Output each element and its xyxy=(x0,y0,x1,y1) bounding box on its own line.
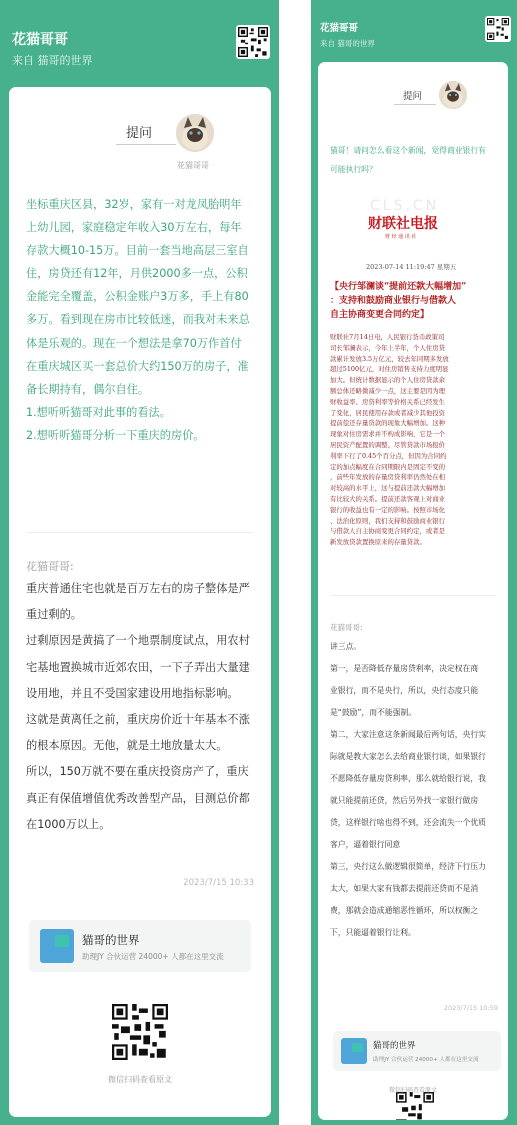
question-line: 坐标重庆区县，32岁，家有一对龙凤胎明年 xyxy=(26,198,242,211)
question-line: 2.想听听猫哥分析一下重庆的房价。 xyxy=(26,428,205,442)
post-date: 2023/7/15 10:33 xyxy=(183,878,254,888)
answer-line: 在1000万以上。 xyxy=(26,817,111,831)
news-headline: 【央行邹澜谈“提前还款大幅增加” ：支持和鼓励商业银行与借款人 自主协商变更合同约定】 xyxy=(330,282,467,320)
question-divider xyxy=(394,104,436,105)
news-body-line: 额总体还略微减少一点，这主要是因为理 xyxy=(330,386,446,395)
planet-promo-card[interactable] xyxy=(333,1031,501,1071)
right-screenshot-panel xyxy=(311,0,517,1125)
qa-divider xyxy=(330,595,496,596)
planet-description: 助理JY 合伙运营 24000+ 人都在这里交流 xyxy=(373,1057,479,1063)
news-body-line: 加大。但统计数据显示的个人住房贷款余 xyxy=(330,376,446,385)
answer-line: 宅基地置换城市近郊农田，一下子弄出大量建 xyxy=(26,660,250,674)
answer-line: 过剩原因是黄搞了一个地票制度试点，用农村 xyxy=(26,634,250,648)
question-body xyxy=(26,193,262,447)
answer-line: 这就是黄离任之前，重庆房价近十年基本不涨 xyxy=(26,713,250,727)
answerer-name: 花猫哥哥: xyxy=(26,560,74,573)
answer-line: 太大，如果大家有钱都去提前还贷而不是消 xyxy=(330,884,479,893)
news-body-line: 有比较大的关系。提前还款客观上对商业 xyxy=(330,494,446,503)
asker-avatar xyxy=(176,114,214,152)
answer-line: 费，那就会造成通缩恶性循环，所以权衡之 xyxy=(330,906,479,915)
scan-hint: 微信扫码查看原文 xyxy=(108,1075,172,1084)
news-body-line: 对较高的水平上，这与提前还款大幅增加 xyxy=(330,484,446,493)
answer-body xyxy=(26,576,262,838)
news-body-line: 、法治化原则，我们支持和鼓励商业银行 xyxy=(330,516,446,525)
post-date: 2023/7/15 10:59 xyxy=(443,1004,498,1012)
header-qr-code[interactable] xyxy=(236,25,270,59)
answer-line: 贷，这样银行啥也得不到，还会流失一个优质 xyxy=(330,818,486,827)
news-body-line: 居民资产配置的调整。尽管贷款市场报价 xyxy=(330,440,446,449)
news-screenshot-image xyxy=(330,192,500,572)
news-body-line: 财收益率、房贷利率等价格关系已经发生 xyxy=(330,397,446,406)
planet-source: 来自 猫哥的世界 xyxy=(320,39,375,48)
question-body xyxy=(330,141,505,179)
news-body-line: 财联社7月14日电，人民银行货币政策司 xyxy=(330,333,445,341)
answer-line: 真正有保值增值优秀改善型产品，目测总价都 xyxy=(26,791,250,805)
answer-line: 重庆普通住宅也就是百万左右的房子整体是严 xyxy=(26,582,250,595)
question-line: 多万。看到现在房市比较低迷，而我对未来总 xyxy=(26,313,250,327)
answer-line: 重过剩的。 xyxy=(26,608,82,622)
question-line: 体是乐观的。现在一个想法是拿70万作首付 xyxy=(26,336,242,350)
answer-line: 不愿降低存量房贷利率，那么就给银行说，我 xyxy=(330,774,486,783)
answer-line: 下，只能逼着银行让利。 xyxy=(330,928,416,937)
news-watermark: CLS.CN xyxy=(370,198,440,214)
planet-owner-name: 花猫哥哥 xyxy=(12,32,68,48)
scan-hint: 微信扫码查看原文 xyxy=(388,1087,437,1094)
news-body-line: 与借款人自主协商变更合同约定，或者是 xyxy=(330,527,446,536)
news-body-line: ，前些年发放的存量房贷利率仍然处在相 xyxy=(330,473,446,482)
news-logo-subtitle: 财 经 通 讯 社 xyxy=(385,234,417,240)
asker-name: 花猫哥哥 xyxy=(177,161,209,170)
question-line: 金能完全覆盖，公积金账户3万多，手上有80 xyxy=(26,290,249,304)
question-line: 可能执行吗？ xyxy=(330,165,377,174)
answer-line: 际就是教大家怎么去给商业银行谈，如果银行 xyxy=(330,752,486,761)
answer-line: 第三，央行这么做逻辑很简单，经济下行压力 xyxy=(330,862,486,871)
question-line: 在重庆城区买一套总价大约150万的房子，准 xyxy=(26,359,249,373)
news-body-line: 利率下行了0.45个百分点，但因为合同约 xyxy=(330,451,447,460)
planet-promo-card[interactable] xyxy=(29,920,251,972)
question-label: 提问 xyxy=(403,91,423,102)
news-body-line: 款累计发放3.5万亿元，较去年同期多发放 xyxy=(330,354,449,363)
news-body-line: 提前偿还存量贷款的现象大幅增加。这种 xyxy=(330,419,446,428)
answer-line: 就只能提前还贷，然后另外找一家银行做房 xyxy=(330,796,479,805)
planet-description: 助理JY 合伙运营 24000+ 人都在这里交流 xyxy=(82,952,224,961)
news-body-line: 银行的收益也有一定的影响。按照市场化 xyxy=(330,505,446,514)
question-divider xyxy=(116,144,176,145)
news-body-line: 司长邹澜表示，今年上半年，个人住房贷 xyxy=(330,343,446,352)
question-line: 住，房贷还有12年，月供2000多一点，公积 xyxy=(26,267,248,281)
question-line: 备长期持有，偶尔自住。 xyxy=(26,382,150,396)
question-line: 1.想听听猫哥对此事的看法。 xyxy=(26,405,171,419)
question-label: 提问 xyxy=(126,126,153,141)
right-content-card xyxy=(318,62,508,1120)
article-qr-code[interactable] xyxy=(112,1004,168,1060)
answerer-name: 花猫哥哥: xyxy=(330,623,363,632)
news-body xyxy=(330,332,502,548)
answer-line: 讲三点。 xyxy=(330,642,362,651)
planet-name: 猫哥的世界 xyxy=(82,933,140,947)
question-line: 上幼儿园，家庭稳定年收入30万左右，每年 xyxy=(26,221,242,235)
qa-divider xyxy=(26,532,254,533)
answer-body xyxy=(330,636,506,944)
article-qr-code[interactable] xyxy=(396,1092,434,1120)
answer-line: 设用地，并且不受国家建设用地指标影响。 xyxy=(26,686,239,700)
news-logo: 财联社电报 xyxy=(368,216,438,232)
news-date: 2023-07-14 11:19:47 星期五 xyxy=(366,263,457,271)
planet-name: 猫哥的世界 xyxy=(373,1041,416,1051)
news-body-line: 了变化，居民使用存款或者减少其他投资 xyxy=(330,408,446,417)
question-line: 存款大概10-15万。目前一套当地高层三室自 xyxy=(26,244,249,258)
answer-line: 是“鼓励”，而不能强制。 xyxy=(330,708,417,717)
question-line: 猫哥！请问怎么看这个新闻，觉得商业银行有 xyxy=(330,146,486,155)
answer-line: 客户，逼着银行同意 xyxy=(330,840,401,849)
planet-logo-icon xyxy=(341,1038,367,1064)
planet-source: 来自 猫哥的世界 xyxy=(12,54,93,67)
answer-line: 所以，150万就不要在重庆投资房产了，重庆 xyxy=(26,765,249,779)
news-body-line: 定的加点幅度在合同期限内是固定不变的 xyxy=(330,462,446,471)
left-content-card xyxy=(9,87,271,1117)
asker-avatar xyxy=(439,81,467,109)
news-body-line: 超过5100亿元，对住房销售支持力度明显 xyxy=(330,365,449,374)
answer-line: 第二，大家注意这条新闻最后两句话，央行实 xyxy=(330,730,486,739)
answer-line: 第一，是否降低存量房贷利率，决定权在商 xyxy=(330,664,479,673)
header-qr-code[interactable] xyxy=(485,16,511,42)
answer-line: 业银行，而不是央行，所以，央行态度只能 xyxy=(330,686,479,695)
planet-logo-icon xyxy=(40,929,74,963)
answer-line: 的根本原因。无他，就是土地放量太大。 xyxy=(26,739,228,753)
news-body-line: 新发放贷款置换原来的存量贷款。 xyxy=(330,538,426,547)
news-body-line: 现象对住房需求并不构成影响，它是一个 xyxy=(330,430,446,439)
planet-owner-name: 花猫哥哥 xyxy=(320,23,359,34)
